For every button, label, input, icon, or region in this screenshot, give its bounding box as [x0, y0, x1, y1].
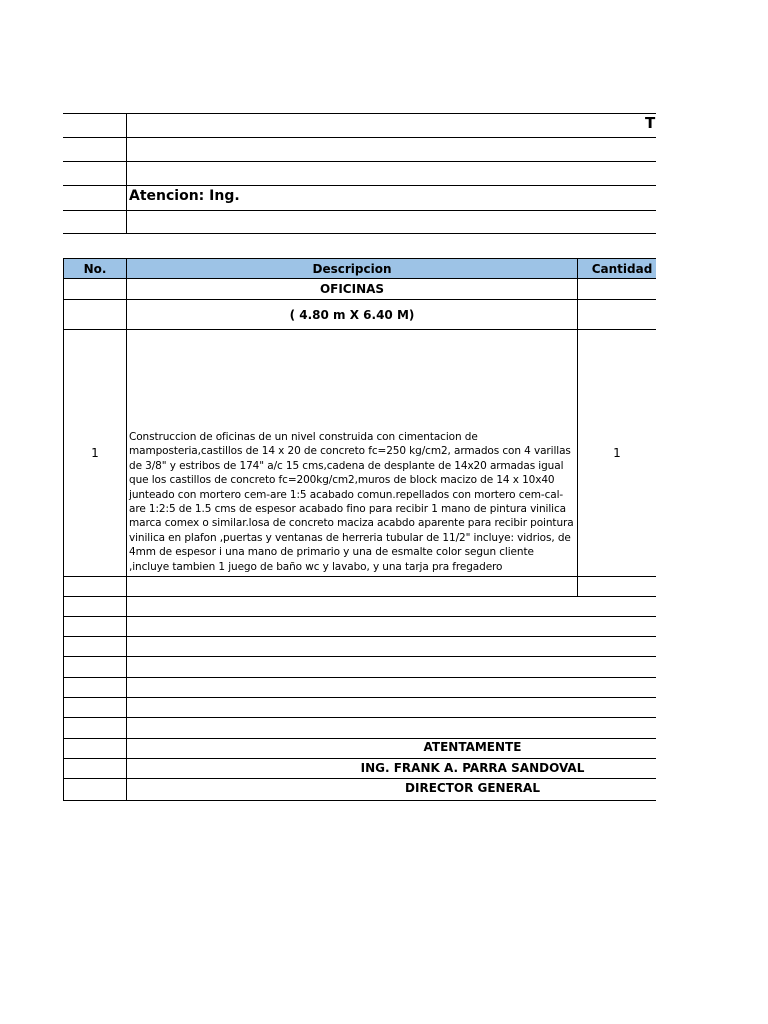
table-cell-empty	[63, 576, 127, 597]
table-left-border	[63, 596, 64, 801]
signature-title: DIRECTOR GENERAL	[405, 781, 540, 795]
table-row-line	[63, 697, 656, 698]
table-row-line	[63, 636, 656, 637]
signature-name: ING. FRANK A. PARRA SANDOVAL	[360, 761, 585, 775]
table-row-line	[63, 800, 656, 801]
table-row-line	[63, 717, 656, 718]
header-title-fragment: T	[645, 114, 656, 132]
header-row-line	[63, 210, 656, 211]
header-row-line	[63, 161, 656, 162]
column-header-description: Descripcion	[126, 258, 578, 279]
table-cell-empty	[577, 278, 656, 300]
column-header-quantity: Cantidad	[577, 258, 656, 279]
table-cell-empty	[63, 278, 127, 300]
table-row-line	[63, 778, 656, 779]
header-column-divider	[126, 113, 127, 234]
table-row-line	[63, 738, 656, 739]
section-dimensions: ( 4.80 m X 6.40 M)	[126, 299, 578, 330]
item-quantity: 1	[577, 329, 656, 577]
table-row-line	[63, 758, 656, 759]
attention-label: Atencion: Ing.	[129, 188, 240, 204]
table-row-line	[63, 656, 656, 657]
column-header-no: No.	[63, 258, 127, 279]
table-cell-empty	[126, 576, 578, 597]
section-title: OFICINAS	[126, 278, 578, 300]
table-row-line	[63, 616, 656, 617]
table-cell-empty	[577, 299, 656, 330]
header-row-line	[63, 185, 656, 186]
item-number: 1	[63, 329, 127, 577]
table-cell-empty	[577, 576, 656, 597]
header-row-line	[63, 113, 656, 114]
header-row-line	[63, 137, 656, 138]
item-description: Construccion de oficinas de un nivel construida con cimentacion de mamposteria,castillos de 14 x 20 de concreto fc=250 kg/cm2, armados con 4 varillas de 3/8" y estribos de 174" a/c 15 cms,cadena de desplante de 14x20 armadas igual que los castillos de concreto fc=200kg/cm2,muros de block macizo de 14 x 10x40 junteado con mortero cem-are 1:5 acabado comun.repellados con mortero cem-cal-are 1:2:5 de 1.5 cms de espesor acabado fino para recibir 1 mano de pintura vinilica marca comex o similar.losa de concreto maciza acabdo aparente para recibir pointura vinilica en plafon ,puertas y ventanas de herreria tubular de 11/2" incluye: vidrios, de 4mm de espesor i una mano de primario y una de esmalte color segun cliente ,incluye tambien 1 juego de baño wc y lavabo, y una tarja pra fregadero	[126, 329, 578, 577]
table-cell-empty	[63, 299, 127, 330]
table-row-line	[63, 677, 656, 678]
table-column-divider	[126, 596, 127, 801]
header-row-line	[63, 233, 656, 234]
signature-closing: ATENTAMENTE	[423, 740, 522, 754]
